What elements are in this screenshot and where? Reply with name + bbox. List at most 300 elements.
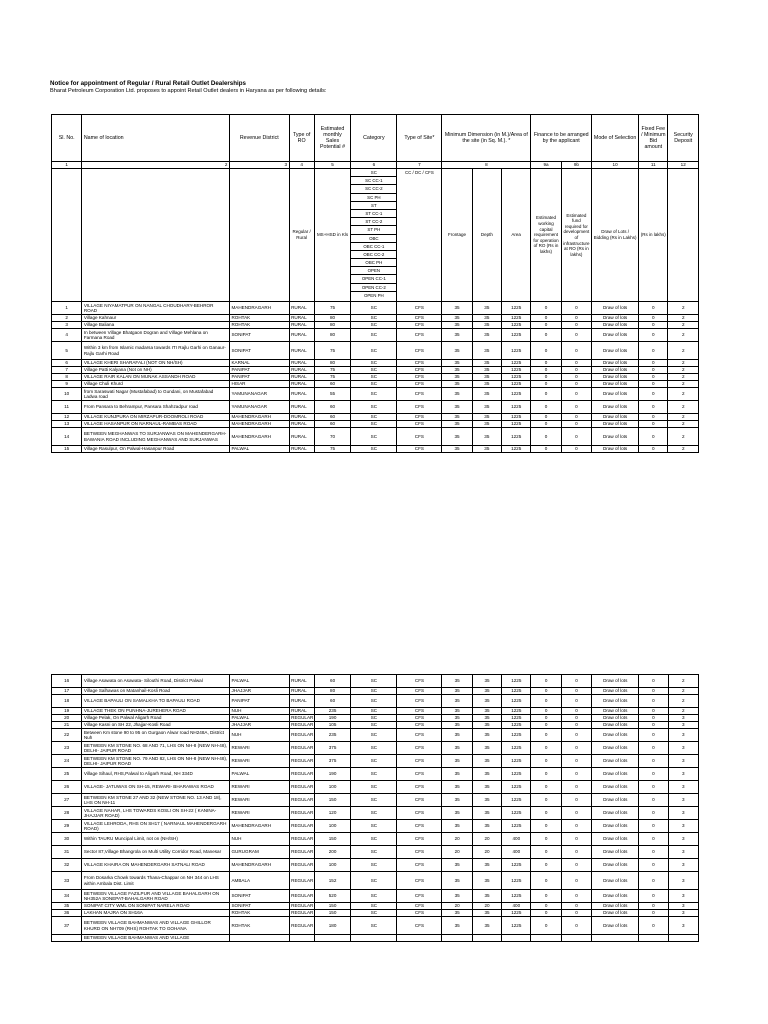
cell-site-type: CFS bbox=[397, 715, 442, 722]
cell-area: 1225 bbox=[502, 329, 531, 342]
cell-revenue-district: ROHTAK bbox=[229, 910, 289, 917]
cell-sl-no: 3 bbox=[52, 322, 82, 329]
cell-frontage: 35 bbox=[442, 695, 472, 708]
table-row bbox=[52, 322, 699, 329]
cell-selection-mode: Draw of lots bbox=[592, 768, 639, 781]
cell-infra-fund: 0 bbox=[561, 715, 591, 722]
category-list bbox=[351, 169, 397, 302]
cell-fixed-fee: 0 bbox=[639, 360, 668, 367]
cell-infra-fund: 0 bbox=[561, 910, 591, 917]
cell-frontage: 35 bbox=[442, 890, 472, 903]
cell-frontage: 35 bbox=[442, 872, 472, 890]
cell-fixed-fee: 0 bbox=[639, 715, 668, 722]
cell-sales-potential: 60 bbox=[314, 414, 351, 421]
cell-sales-potential: 375 bbox=[314, 742, 351, 755]
cell-site-type: CFS bbox=[397, 781, 442, 794]
cell-sales-potential: 75 bbox=[314, 446, 351, 453]
table-row bbox=[52, 794, 699, 807]
cell-location-name: Village Sihaul, RHS,Palwal to Aligarh Road, NH 334D bbox=[82, 768, 230, 781]
cell-site-type: CFS bbox=[397, 315, 442, 322]
cell-infra-fund: 0 bbox=[561, 903, 591, 910]
header-sl-no: Sl. No. bbox=[52, 115, 82, 162]
cell-site-type: CFS bbox=[397, 360, 442, 367]
cell-ro-type: REGULAR bbox=[289, 781, 314, 794]
cell-location-name: From Pansara to Behrampur, Pansara Shahzadpur road bbox=[82, 401, 230, 414]
cell-location-name: VILLAGE KHAIRA ON MAHENDERGARH SATNALI ROAD bbox=[82, 859, 230, 872]
cell-sales-potential: 60 bbox=[314, 675, 351, 688]
cell-sl-no: 14 bbox=[52, 428, 82, 446]
cell-selection-mode: Draw of lots bbox=[592, 742, 639, 755]
cell-sl-no: 4 bbox=[52, 329, 82, 342]
category-option: ST CC-2 bbox=[351, 218, 396, 226]
header-name: Name of location bbox=[82, 115, 230, 162]
cell-site-type: CFS bbox=[397, 675, 442, 688]
cell-sales-potential: 100 bbox=[314, 781, 351, 794]
cell-ro-type: RURAL bbox=[289, 342, 314, 360]
cell-security-deposit: 2 bbox=[668, 421, 699, 428]
cell-revenue-district: SONIPAT bbox=[229, 890, 289, 903]
cell-working-capital: 0 bbox=[531, 903, 561, 910]
cell-frontage: 35 bbox=[442, 722, 472, 729]
cell-depth: 35 bbox=[472, 302, 501, 315]
cell-depth: 20 bbox=[472, 833, 501, 846]
cell-security-deposit: 2 bbox=[668, 688, 698, 695]
table-row bbox=[52, 360, 699, 367]
cell-fixed-fee: 0 bbox=[639, 794, 668, 807]
cell-sl-no: 30 bbox=[52, 833, 82, 846]
col-number: 9a bbox=[531, 162, 561, 169]
cell-infra-fund: 0 bbox=[561, 859, 591, 872]
cell-revenue-district: ROHTAK bbox=[229, 315, 289, 322]
table-row bbox=[52, 820, 699, 833]
cell-depth: 35 bbox=[472, 807, 501, 820]
cell-site-type: CFS bbox=[397, 917, 442, 935]
cell-sl-no: 6 bbox=[52, 360, 82, 367]
cell-ro-type: REGULAR bbox=[289, 794, 314, 807]
cell-ro-type: REGULAR bbox=[289, 755, 314, 768]
cell-location-name: BETWEEN VILLAGE FAZILPUR AND VILLAGE BAHALGARH ON NH352A SONEPAT-BAHALGARH ROAD bbox=[82, 890, 230, 903]
table-row bbox=[52, 859, 699, 872]
cell-infra-fund: 0 bbox=[561, 781, 591, 794]
cell-ro-type: REGULAR bbox=[291, 722, 314, 728]
cell-selection-mode: Draw of lots bbox=[592, 329, 639, 342]
cell-fixed-fee: 0 bbox=[639, 917, 668, 935]
cell-category: SC bbox=[351, 820, 397, 833]
notice-subtitle: Bharat Petroleum Corporation Ltd. proposes to appoint Retail Outlet dealers in Haryana as per following details: bbox=[50, 88, 327, 94]
cell-frontage: 35 bbox=[442, 859, 472, 872]
cell-selection-mode: Draw of lots bbox=[592, 695, 639, 708]
cell-revenue-district: SONIPAT bbox=[229, 903, 289, 910]
cell-area: 1225 bbox=[502, 890, 531, 903]
cell-infra-fund: 0 bbox=[561, 329, 591, 342]
cell-selection-mode: Draw of lots bbox=[592, 917, 639, 935]
cell-location-name: LAKHAN MAJRA ON SH16A bbox=[82, 910, 230, 917]
cell-sales-potential: 75 bbox=[314, 302, 351, 315]
category-option: SC PH bbox=[351, 194, 396, 202]
cell-security-deposit: 2 bbox=[668, 708, 698, 715]
cell-working-capital: 0 bbox=[531, 708, 561, 715]
table-row bbox=[52, 401, 699, 414]
cell-revenue-district: MAHENDRAGARH bbox=[229, 820, 289, 833]
cell-working-capital: 0 bbox=[531, 688, 561, 695]
cell-site-type: CFS bbox=[397, 859, 442, 872]
cell-site-type: CFS bbox=[397, 421, 442, 428]
cell-revenue-district: REWARI bbox=[229, 742, 289, 755]
cell-selection-mode: Draw of lots bbox=[592, 903, 639, 910]
cell-sl-no: 36 bbox=[52, 910, 82, 917]
cell-selection-mode: Draw of lots bbox=[592, 360, 639, 367]
cell-sl-no: 20 bbox=[52, 715, 82, 722]
cell-site-type: CFS bbox=[397, 329, 442, 342]
cell-category: SC bbox=[351, 322, 397, 329]
cell-security-deposit: 2 bbox=[668, 322, 699, 329]
cell-selection-mode: Draw of lots bbox=[592, 421, 639, 428]
cell-security-deposit: 3 bbox=[668, 846, 698, 859]
cell-location-name: Village Salhawas on Matanhail-Kosli Road bbox=[82, 688, 230, 695]
cell-frontage: 35 bbox=[442, 820, 472, 833]
table-row bbox=[52, 715, 699, 722]
cell-depth: 35 bbox=[472, 820, 501, 833]
cell-fixed-fee: 0 bbox=[639, 367, 668, 374]
cell-category: SC bbox=[351, 715, 397, 722]
cell-sl-no: 26 bbox=[52, 781, 82, 794]
cell-sales-potential: 80 bbox=[314, 688, 351, 695]
cell-site-type: CFS bbox=[397, 695, 442, 708]
cell-location-name: From Dosarka Chowk towards Thana-Chappar on NH 344 on LHS within Ambala Dist. Limit bbox=[82, 872, 230, 890]
cell-infra-fund bbox=[561, 935, 591, 942]
cell-category: SC bbox=[351, 428, 397, 446]
cell-category bbox=[351, 935, 397, 942]
cell-selection-mode: Draw of lots bbox=[592, 846, 639, 859]
cell-ro-type: RURAL bbox=[289, 322, 314, 329]
cell-fixed-fee bbox=[639, 935, 668, 942]
cell-frontage: 35 bbox=[442, 428, 472, 446]
cell-area: 1225 bbox=[502, 742, 531, 755]
cell-fixed-fee: 0 bbox=[639, 381, 668, 388]
cell-frontage: 20 bbox=[442, 846, 472, 859]
cell-security-deposit: 3 bbox=[668, 859, 698, 872]
cell-area: 1225 bbox=[502, 768, 531, 781]
cell-infra-fund: 0 bbox=[561, 675, 591, 688]
cell-infra-fund: 0 bbox=[561, 374, 591, 381]
cell-security-deposit: 3 bbox=[668, 729, 698, 742]
cell-area: 1225 bbox=[502, 414, 531, 421]
cell-revenue-district: ROHTAK bbox=[229, 917, 289, 935]
cell-sl-no: 21 bbox=[52, 722, 82, 729]
cell-site-type: CFS bbox=[397, 768, 442, 781]
cell-selection-mode: Draw of lots bbox=[592, 708, 639, 715]
cell-area: 400 bbox=[502, 903, 531, 910]
table-row bbox=[52, 428, 699, 446]
cell-revenue-district: NUH bbox=[229, 708, 289, 715]
table-row bbox=[52, 342, 699, 360]
cell-category: SC bbox=[351, 781, 397, 794]
cell-area: 1225 bbox=[502, 722, 531, 729]
cell-infra-fund: 0 bbox=[561, 729, 591, 742]
cell-infra-fund: 0 bbox=[561, 833, 591, 846]
cell-depth: 35 bbox=[472, 695, 501, 708]
cell-site-type: CFS bbox=[397, 729, 442, 742]
cell-infra-fund: 0 bbox=[561, 807, 591, 820]
cell-ro-type bbox=[289, 935, 314, 942]
cell-frontage: 35 bbox=[442, 329, 472, 342]
table-row bbox=[52, 742, 699, 755]
cell-location-name: Within TAURU Muncipal Limit, not on (NH/SH) bbox=[82, 833, 230, 846]
cell-selection-mode: Draw of lots bbox=[592, 722, 639, 729]
cell-sales-potential: 70 bbox=[314, 428, 351, 446]
header-category: Category bbox=[351, 115, 397, 162]
cell-area: 1225 bbox=[502, 401, 531, 414]
cell-sales-potential: 80 bbox=[314, 315, 351, 322]
cell-site-type: CFS bbox=[397, 833, 442, 846]
cell-ro-type: RURAL bbox=[289, 367, 314, 374]
cell-category: SC bbox=[351, 729, 397, 742]
cell-category: SC bbox=[351, 903, 397, 910]
cell-location-name: VILLAGE BAPAULI ON SAMALKHA TO BAPAULI ROAD bbox=[82, 695, 230, 708]
cell-selection-mode: Draw of lots bbox=[592, 833, 639, 846]
cell-site-type: CFS bbox=[397, 755, 442, 768]
cell-security-deposit: 3 bbox=[668, 715, 698, 722]
cell-selection-mode: Draw of lots bbox=[592, 322, 639, 329]
cell-site-type: CFS bbox=[397, 374, 442, 381]
table-row bbox=[52, 421, 699, 428]
cell-site-type bbox=[397, 935, 442, 942]
cell-category: SC bbox=[351, 807, 397, 820]
cell-sales-potential: 190 bbox=[314, 715, 351, 722]
cell-frontage: 35 bbox=[442, 675, 472, 688]
cell-ro-type: REGULAR bbox=[289, 807, 314, 820]
cell-site-type: CFS bbox=[397, 446, 442, 453]
cell-infra-fund: 0 bbox=[561, 342, 591, 360]
cell-selection-mode: Draw of lots bbox=[592, 302, 639, 315]
cell-working-capital: 0 bbox=[531, 302, 561, 315]
cell-fixed-fee: 0 bbox=[639, 414, 668, 421]
cell-depth: 35 bbox=[472, 329, 501, 342]
cell-sales-potential: 150 bbox=[314, 903, 351, 910]
cell-security-deposit: 2 bbox=[668, 401, 699, 414]
cell-category: SC bbox=[351, 695, 397, 708]
cell-sl-no: 10 bbox=[52, 388, 82, 401]
cell-depth: 35 bbox=[472, 315, 501, 322]
table-row bbox=[52, 910, 699, 917]
desc-mode: Draw of Lots / Bidding (Rs in Lakhs) bbox=[592, 169, 639, 302]
cell-security-deposit: 2 bbox=[668, 374, 699, 381]
cell-revenue-district: MAHENDRAGARH bbox=[229, 859, 289, 872]
cell-category: SC bbox=[351, 755, 397, 768]
cell-location-name: Sector 87,Village Bhangrola on Multi Utility Corridor Road, Manesar bbox=[82, 846, 230, 859]
table-row bbox=[52, 729, 699, 742]
cell-frontage: 35 bbox=[442, 302, 472, 315]
cell-site-type: CFS bbox=[397, 742, 442, 755]
cell-location-name: VILLAGE KHERI SHARAFALI (NOT ON NH/SH) bbox=[82, 360, 230, 367]
cell-frontage: 35 bbox=[442, 715, 472, 722]
cell-sales-potential: 150 bbox=[314, 833, 351, 846]
cell-working-capital: 0 bbox=[531, 374, 561, 381]
cell-working-capital: 0 bbox=[531, 381, 561, 388]
header-site: Type of Site* bbox=[397, 115, 442, 162]
cell-ro-type: RURAL bbox=[289, 446, 314, 453]
cell-selection-mode: Draw of lots bbox=[592, 781, 639, 794]
cell-sl-no bbox=[52, 935, 82, 942]
cell-ro-type: RURAL bbox=[289, 388, 314, 401]
cell-working-capital: 0 bbox=[531, 859, 561, 872]
cell-category: SC bbox=[351, 401, 397, 414]
cell-selection-mode: Draw of lots bbox=[592, 807, 639, 820]
cell-sl-no: 35 bbox=[52, 903, 82, 910]
cell-revenue-district: YAMUNANAGAR bbox=[229, 388, 289, 401]
cell-area: 1225 bbox=[502, 715, 531, 722]
cell-security-deposit: 2 bbox=[668, 360, 699, 367]
cell-fixed-fee: 0 bbox=[639, 755, 668, 768]
cell-location-name: Within 3 km from Islamic madarsa towards ITI Rajlu Garhi on Ganaur- Rajlu Garhi Road bbox=[82, 342, 230, 360]
cell-ro-type: REGULAR bbox=[289, 859, 314, 872]
category-option: SC bbox=[351, 169, 396, 177]
cell-sales-potential: 80 bbox=[314, 322, 351, 329]
col-number: 5 bbox=[314, 162, 351, 169]
cell-fixed-fee: 0 bbox=[639, 910, 668, 917]
cell-revenue-district: NUH bbox=[229, 833, 289, 846]
cell-frontage: 35 bbox=[442, 688, 472, 695]
cell-sl-no: 31 bbox=[52, 846, 82, 859]
notice-title: Notice for appointment of Regular / Rural Retail Outlet Dealerships bbox=[50, 80, 246, 87]
cell-fixed-fee: 0 bbox=[639, 833, 668, 846]
cell-security-deposit: 3 bbox=[668, 742, 698, 755]
cell-sl-no: 18 bbox=[52, 695, 82, 708]
cell-working-capital: 0 bbox=[531, 833, 561, 846]
cell-sl-no: 5 bbox=[52, 342, 82, 360]
cell-infra-fund: 0 bbox=[561, 768, 591, 781]
cell-selection-mode: Draw of lots bbox=[592, 401, 639, 414]
table-row bbox=[52, 846, 699, 859]
cell-frontage: 35 bbox=[442, 401, 472, 414]
cell-selection-mode: Draw of lots bbox=[592, 910, 639, 917]
cell-sl-no: 17 bbox=[52, 688, 82, 695]
cell-security-deposit: 2 bbox=[668, 302, 699, 315]
dealership-table-page-1 bbox=[51, 114, 699, 453]
table-row bbox=[52, 807, 699, 820]
cell-depth: 35 bbox=[472, 722, 501, 729]
cell-category: SC bbox=[351, 872, 397, 890]
cell-site-type: CFS bbox=[397, 381, 442, 388]
cell-selection-mode: Draw of lots bbox=[592, 715, 639, 722]
cell-frontage: 35 bbox=[442, 781, 472, 794]
cell-security-deposit: 2 bbox=[668, 414, 699, 421]
cell-area: 1225 bbox=[502, 675, 531, 688]
cell-selection-mode: Draw of lots bbox=[592, 342, 639, 360]
cell-sales-potential: 375 bbox=[314, 755, 351, 768]
table-row bbox=[52, 688, 699, 695]
cell-working-capital: 0 bbox=[531, 722, 561, 729]
cell-revenue-district: NUH bbox=[229, 729, 289, 742]
cell-area: 1225 bbox=[502, 708, 531, 715]
cell-infra-fund: 0 bbox=[561, 367, 591, 374]
cell-frontage: 35 bbox=[442, 917, 472, 935]
cell-area: 1225 bbox=[502, 428, 531, 446]
category-option: SC CC-1 bbox=[351, 177, 396, 185]
col-number: 4 bbox=[289, 162, 314, 169]
cell-depth: 35 bbox=[472, 755, 501, 768]
cell-ro-type: REGULAR bbox=[291, 903, 314, 909]
cell-security-deposit: 2 bbox=[668, 342, 699, 360]
cell-ro-type: RURAL bbox=[289, 695, 314, 708]
cell-working-capital: 0 bbox=[531, 401, 561, 414]
cell-category: SC bbox=[351, 329, 397, 342]
cell-selection-mode: Draw of lots bbox=[592, 374, 639, 381]
cell-sales-potential: 75 bbox=[314, 367, 351, 374]
cell-security-deposit: 3 bbox=[668, 910, 698, 917]
header-row bbox=[52, 115, 699, 162]
cell-working-capital: 0 bbox=[531, 820, 561, 833]
header-type-ro: Type of RO bbox=[289, 115, 314, 162]
cell-depth: 35 bbox=[472, 890, 501, 903]
cell-frontage: 20 bbox=[442, 903, 472, 910]
cell-category: SC bbox=[351, 302, 397, 315]
cell-security-deposit: 2 bbox=[668, 675, 698, 688]
cell-frontage: 35 bbox=[442, 315, 472, 322]
cell-sl-no: 29 bbox=[52, 820, 82, 833]
header-sales: Estimated monthly Sales Potential # bbox=[314, 115, 351, 162]
cell-fixed-fee: 0 bbox=[639, 401, 668, 414]
cell-sales-potential: 80 bbox=[314, 329, 351, 342]
cell-sales-potential: 105 bbox=[314, 722, 351, 729]
cell-site-type: CFS bbox=[397, 794, 442, 807]
cell-frontage: 35 bbox=[442, 414, 472, 421]
cell-infra-fund: 0 bbox=[561, 302, 591, 315]
cell-frontage bbox=[442, 935, 472, 942]
cell-depth: 35 bbox=[472, 367, 501, 374]
cell-infra-fund: 0 bbox=[561, 890, 591, 903]
table-row bbox=[52, 755, 699, 768]
cell-working-capital: 0 bbox=[531, 729, 561, 742]
col-number: 2 bbox=[82, 162, 230, 169]
cell-depth: 35 bbox=[472, 360, 501, 367]
cell-depth: 35 bbox=[472, 401, 501, 414]
cell-frontage: 35 bbox=[442, 742, 472, 755]
cell-depth: 35 bbox=[472, 381, 501, 388]
cell-sales-potential: 55 bbox=[314, 388, 351, 401]
cell-sales-potential: 180 bbox=[314, 917, 351, 935]
cell-ro-type: RURAL bbox=[289, 315, 314, 322]
cell-working-capital: 0 bbox=[531, 742, 561, 755]
cell-fixed-fee: 0 bbox=[639, 890, 668, 903]
cell-location-name: BETWEEN MEGHANWAS TO SURJANWAS ON MAHENDERGARH-BAWANIA ROAD INCLUDING MEGHANWAS AND SURJANWAS bbox=[82, 428, 230, 446]
cell-location-name: Village Kahnaur bbox=[82, 315, 230, 322]
cell-fixed-fee: 0 bbox=[639, 872, 668, 890]
cell-ro-type: REGULAR bbox=[291, 715, 314, 721]
cell-location-name: Village Baliana bbox=[82, 322, 230, 329]
cell-infra-fund: 0 bbox=[561, 794, 591, 807]
cell-category: SC bbox=[351, 742, 397, 755]
cell-sales-potential: 60 bbox=[314, 401, 351, 414]
cell-site-type: CFS bbox=[397, 910, 442, 917]
cell-selection-mode: Draw of lots bbox=[592, 315, 639, 322]
cell-frontage: 35 bbox=[442, 360, 472, 367]
cell-security-deposit: 3 bbox=[668, 755, 698, 768]
cell-sl-no: 25 bbox=[52, 768, 82, 781]
category-option: OPEN CC-1 bbox=[351, 275, 396, 283]
table-row bbox=[52, 446, 699, 453]
table-row bbox=[52, 722, 699, 729]
cell-depth: 35 bbox=[472, 342, 501, 360]
desc-area: Area bbox=[502, 169, 531, 302]
cell-category: SC bbox=[351, 833, 397, 846]
table-row bbox=[52, 708, 699, 715]
cell-working-capital: 0 bbox=[531, 890, 561, 903]
header-district: Revenue District bbox=[229, 115, 289, 162]
cell-fixed-fee: 0 bbox=[639, 781, 668, 794]
category-option: OBC PH bbox=[351, 259, 396, 267]
cell-location-name: VILLAGE RAIR KALAN ON MUNAK ASSANDH ROAD bbox=[82, 374, 230, 381]
